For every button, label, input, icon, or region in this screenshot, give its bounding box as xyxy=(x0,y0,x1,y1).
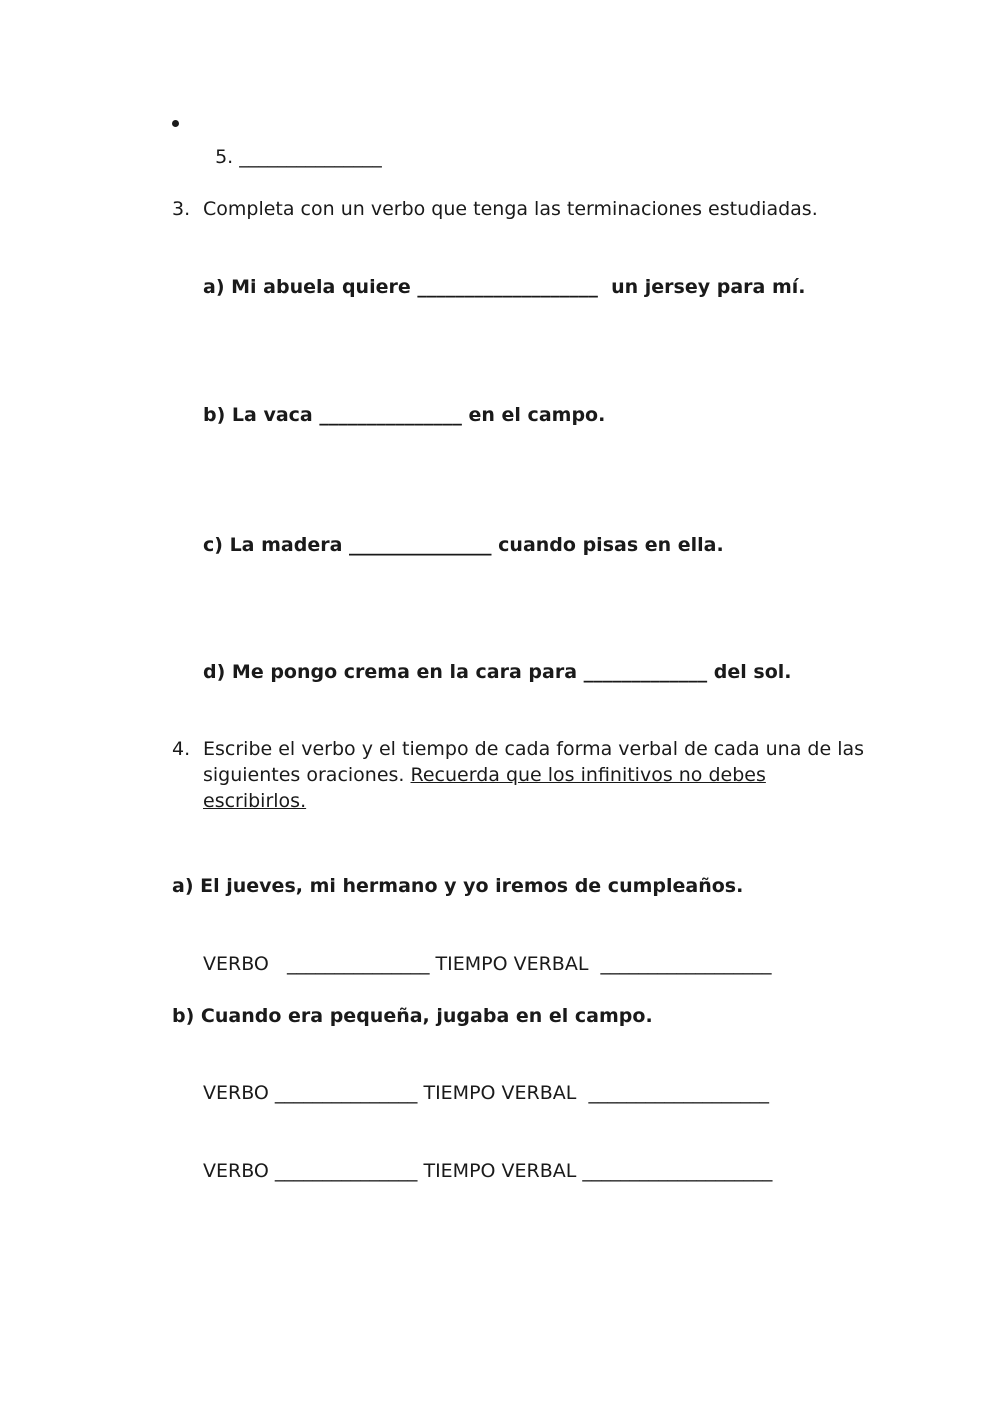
item-text-before: Me pongo crema en la cara para xyxy=(231,661,578,683)
sentence-text: El jueves, mi hermano y yo iremos de cumpleaños. xyxy=(200,875,744,897)
tense-blank[interactable]: ___________________ xyxy=(588,1082,769,1104)
tense-label: TIEMPO VERBAL xyxy=(423,1160,577,1182)
q4-answer-line-b1 xyxy=(203,1080,769,1106)
item-letter: c) xyxy=(203,534,223,556)
item-text-before: La madera xyxy=(229,534,343,556)
item-text-after: en el campo. xyxy=(468,404,606,426)
tense-label: TIEMPO VERBAL xyxy=(423,1082,577,1104)
question-4-number: 4. xyxy=(172,738,191,760)
tense-blank[interactable]: __________________ xyxy=(600,953,772,975)
answer-blank[interactable]: _______________ xyxy=(319,404,462,426)
verb-label: VERBO xyxy=(203,953,269,975)
item-letter: b) xyxy=(203,404,226,426)
answer-blank[interactable]: _______________ xyxy=(239,146,382,168)
answer-blank[interactable]: _______________ xyxy=(349,534,492,556)
item-letter: d) xyxy=(203,661,226,683)
q4-answer-line-a xyxy=(203,951,772,977)
q3-item-d xyxy=(203,659,791,685)
bullet-item-number: 5. xyxy=(215,146,234,168)
q4-answer-line-b2 xyxy=(203,1158,772,1184)
verb-label: VERBO xyxy=(203,1160,269,1182)
q3-item-c xyxy=(203,532,724,558)
instruction-plain-text: siguientes oraciones. xyxy=(203,764,405,786)
bullet-item-5 xyxy=(203,118,382,170)
tense-blank[interactable]: ____________________ xyxy=(582,1160,773,1182)
q4-sentence-a xyxy=(172,873,743,899)
answer-blank[interactable]: ___________________ xyxy=(417,276,598,298)
tense-label: TIEMPO VERBAL xyxy=(435,953,589,975)
instruction-underlined-text: Recuerda que los infinitivos no debes xyxy=(410,764,766,786)
verb-blank[interactable]: _______________ xyxy=(274,1082,418,1104)
q3-item-b xyxy=(203,402,605,428)
question-4-instruction-line3: escribirlos. xyxy=(203,790,307,812)
q4-sentence-b xyxy=(172,1003,653,1029)
item-text-before: La vaca xyxy=(231,404,313,426)
verb-label: VERBO xyxy=(203,1082,269,1104)
sentence-text: Cuando era pequeña, jugaba en el campo. xyxy=(200,1005,653,1027)
item-letter: a) xyxy=(203,276,225,298)
sentence-letter: b) xyxy=(172,1005,195,1027)
q3-item-a xyxy=(203,274,806,300)
item-text-after: del sol. xyxy=(713,661,792,683)
item-text-after: un jersey para mí. xyxy=(611,276,806,298)
question-3-instruction: Completa con un verbo que tenga las terminaciones estudiadas. xyxy=(203,198,818,220)
item-text-after: cuando pisas en ella. xyxy=(498,534,724,556)
verb-blank[interactable]: _______________ xyxy=(274,1160,418,1182)
question-4-instruction-line1: Escribe el verbo y el tiempo de cada forma verbal de cada una de las xyxy=(203,738,865,760)
item-text-before: Mi abuela quiere xyxy=(231,276,411,298)
sentence-letter: a) xyxy=(172,875,194,897)
bullet-dot xyxy=(172,120,179,127)
answer-blank[interactable]: _____________ xyxy=(583,661,708,683)
question-3-number: 3. xyxy=(172,198,191,220)
question-4-instruction-line2 xyxy=(203,762,766,788)
verb-blank[interactable]: _______________ xyxy=(287,953,430,975)
